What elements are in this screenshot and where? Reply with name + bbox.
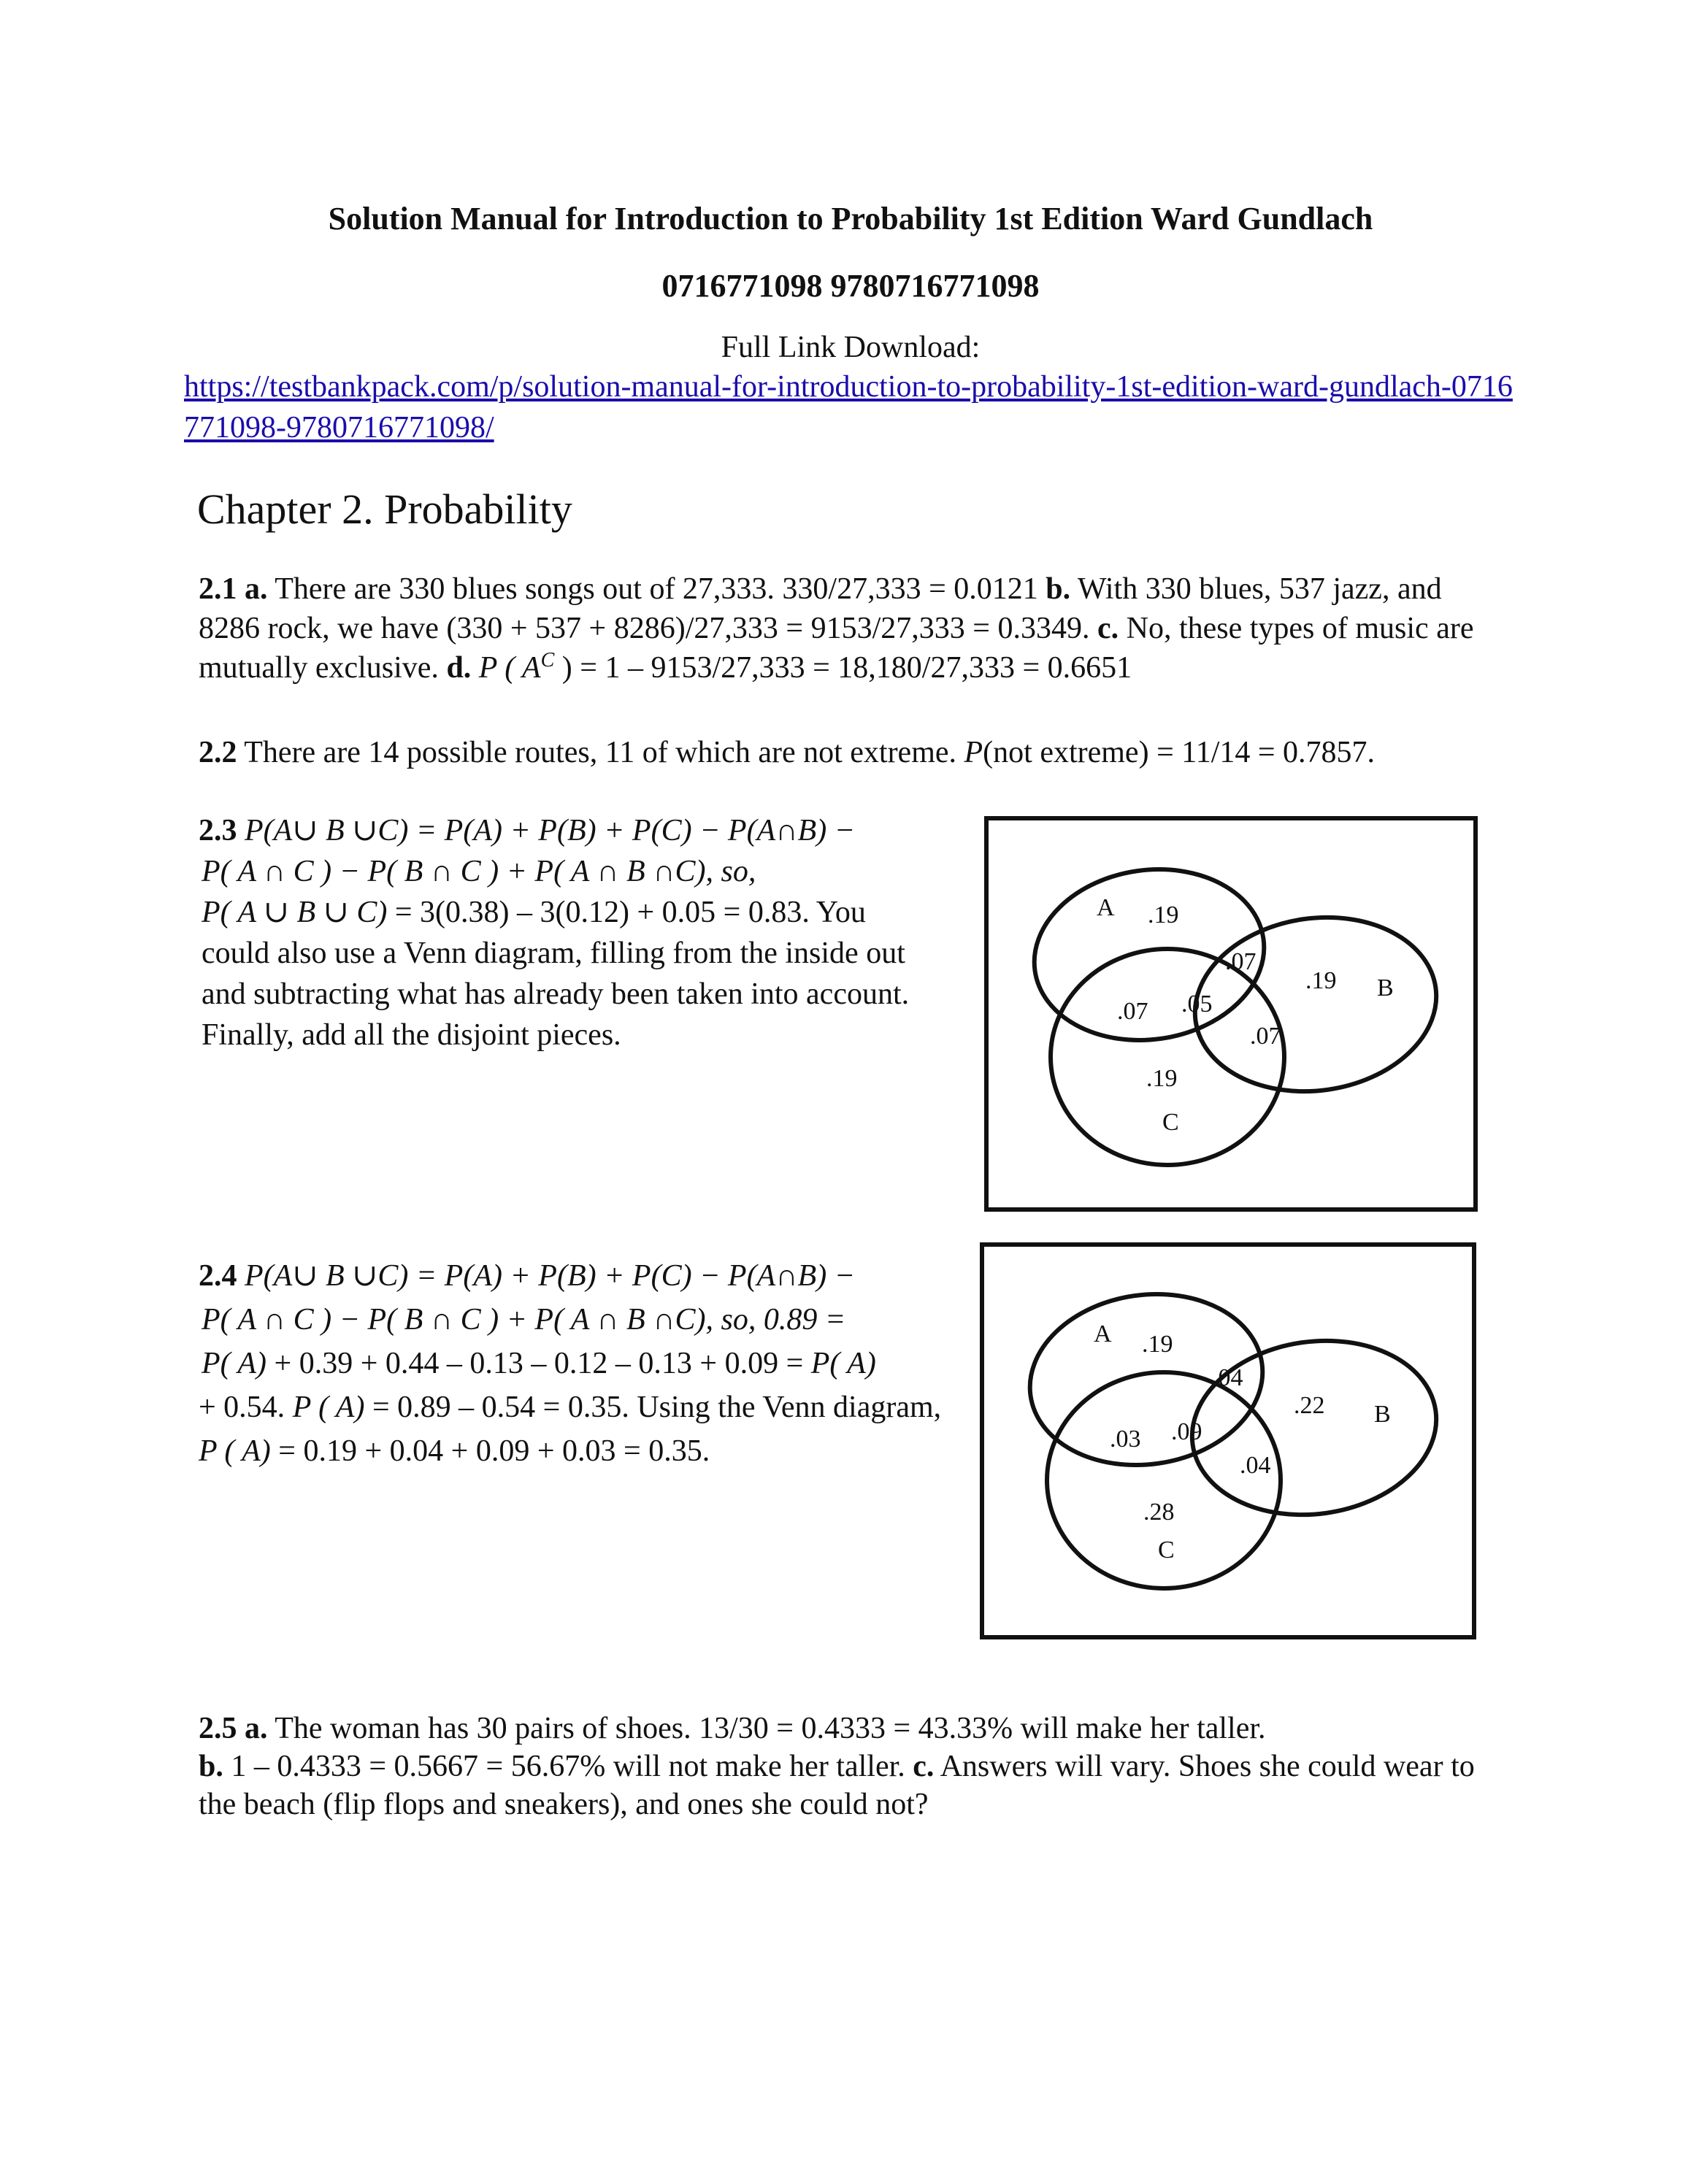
exercise-text: There are 14 possible routes, 11 of which are not extreme. bbox=[237, 736, 964, 769]
formula: P( A ∩ C ) − P( B ∩ C ) + P( A ∩ B ∩C), so, bbox=[202, 855, 756, 888]
region-b-c: .04 bbox=[1240, 1452, 1271, 1479]
region-b-only: .19 bbox=[1305, 967, 1337, 994]
part-text: 1 – 0.4333 = 0.5667 = 56.67% will not make her taller. bbox=[223, 1750, 913, 1783]
formula: P(A∪ B ∪C) = P(A) + P(B) + P(C) − P(A∩B) − bbox=[237, 814, 856, 847]
formula: P( A) bbox=[810, 1347, 876, 1380]
exercise-2-4 bbox=[199, 1254, 951, 1473]
chapter-heading: Chapter 2. Probability bbox=[197, 485, 572, 533]
document-isbn: 0716771098 9780716771098 bbox=[661, 268, 1040, 304]
set-b-label: B bbox=[1377, 974, 1394, 1001]
exercise-2-3 bbox=[199, 810, 936, 1056]
formula: P(A∪ B ∪C) = P(A) + P(B) + P(C) − P(A∩B) − bbox=[237, 1259, 856, 1293]
part-label: d. bbox=[446, 651, 472, 685]
set-a-label: A bbox=[1097, 894, 1115, 921]
region-a-b: .04 bbox=[1212, 1364, 1243, 1391]
part-label: a. bbox=[237, 1712, 268, 1745]
exercise-2-2 bbox=[199, 733, 1505, 772]
exercise-text: + 0.39 + 0.44 – 0.13 – 0.12 – 0.13 + 0.09 = bbox=[266, 1347, 811, 1380]
formula: P( A) bbox=[202, 1347, 267, 1380]
part-text: The woman has 30 pairs of shoes. 13/30 = 0.4333 = 43.33% will make her taller. bbox=[267, 1712, 1266, 1745]
region-a-c: .07 bbox=[1117, 998, 1148, 1025]
exercise-2-1 bbox=[199, 569, 1484, 688]
venn-diagram-2-3 bbox=[984, 816, 1478, 1213]
region-a-b-c: .05 bbox=[1181, 991, 1213, 1018]
exercise-number: 2.2 bbox=[199, 736, 237, 769]
part-text: ) = 1 – 9153/27,333 = 18,180/27,333 = 0.6651 bbox=[554, 651, 1132, 685]
exercise-text: (not extreme) = 11/14 = 0.7857. bbox=[983, 736, 1376, 769]
region-a-only: .19 bbox=[1142, 1331, 1173, 1358]
part-text: There are 330 blues songs out of 27,333. 330/27,333 = 0.0121 bbox=[267, 572, 1046, 606]
region-b-only: .22 bbox=[1294, 1392, 1325, 1419]
venn-diagram-2-4 bbox=[980, 1242, 1476, 1639]
region-a-c: .03 bbox=[1110, 1426, 1141, 1453]
set-b-label: B bbox=[1374, 1401, 1391, 1428]
exercise-2-5 bbox=[199, 1710, 1505, 1823]
formula: P ( A) bbox=[292, 1391, 365, 1424]
exercise-number: 2.4 bbox=[199, 1259, 237, 1293]
formula: P( A ∪ B ∪ C) bbox=[202, 896, 388, 929]
download-label: Full Link Download: bbox=[721, 331, 981, 364]
part-label: c. bbox=[913, 1750, 935, 1783]
formula: P ( A) bbox=[199, 1434, 271, 1468]
set-c-label: C bbox=[1158, 1537, 1175, 1564]
formula: P ( A bbox=[471, 651, 541, 685]
exercise-number: 2.5 bbox=[199, 1712, 237, 1745]
formula: P( A ∩ C ) − P( B ∩ C ) + P( A ∩ B ∩C), so, 0.89 = bbox=[202, 1303, 846, 1337]
region-a-b-c: .09 bbox=[1171, 1418, 1202, 1445]
superscript: C bbox=[540, 649, 555, 672]
region-a-only: .19 bbox=[1148, 901, 1179, 928]
exercise-text: + 0.54. bbox=[199, 1391, 293, 1424]
formula: P bbox=[964, 736, 983, 769]
region-a-b: .07 bbox=[1225, 948, 1257, 975]
exercise-text: = 0.89 – 0.54 = 0.35. Using the Venn diagram, bbox=[364, 1391, 942, 1424]
part-text: Answers will vary. Shoes she could wear to the beach (flip flops and sneakers), and ones she could not? bbox=[199, 1750, 1475, 1821]
download-link[interactable]: https://testbankpack.com/p/solution-manual-for-introduction-to-probability-1st-edition-ward-gundlach-0716771098-9780716771098/ bbox=[184, 370, 1513, 445]
part-label: b. bbox=[199, 1750, 223, 1783]
part-text: With 330 blues, 537 jazz, and 8286 rock, we have (330 + 537 + 8286)/27,333 = 9153/27,333 = 0.3349. bbox=[199, 572, 1442, 645]
region-b-c: .07 bbox=[1250, 1023, 1281, 1050]
part-text: No, these types of music are mutually exclusive. bbox=[199, 612, 1474, 685]
document-title: Solution Manual for Introduction to Probability 1st Edition Ward Gundlach bbox=[328, 201, 1373, 237]
part-label: a. bbox=[245, 572, 268, 606]
set-a-label: A bbox=[1094, 1320, 1112, 1347]
exercise-text: = 0.19 + 0.04 + 0.09 + 0.03 = 0.35. bbox=[270, 1434, 710, 1468]
region-c-only: .28 bbox=[1143, 1499, 1175, 1526]
exercise-number: 2.1 bbox=[199, 572, 237, 606]
exercise-number: 2.3 bbox=[199, 814, 237, 847]
part-label: c. bbox=[1097, 612, 1119, 645]
region-c-only: .19 bbox=[1146, 1065, 1178, 1092]
part-label: b. bbox=[1046, 572, 1071, 606]
exercise-text: = 3(0.38) – 3(0.12) + 0.05 = 0.83. You could also use a Venn diagram, filling from the inside out and subtracting what has already been taken into account. Finally, add all the disjoint pieces. bbox=[202, 896, 910, 1052]
set-c-label: C bbox=[1162, 1109, 1179, 1136]
